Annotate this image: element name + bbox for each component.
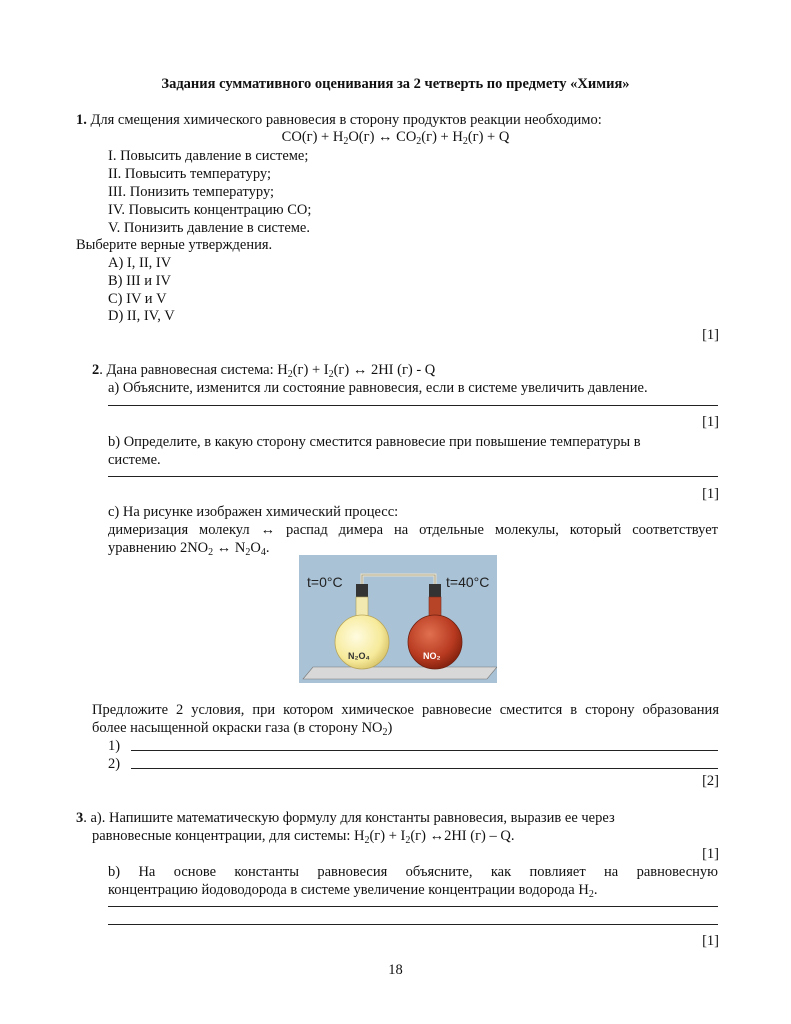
q2c-answer-line-1[interactable] <box>131 750 718 751</box>
q1-header <box>76 111 602 129</box>
q3b-answer-line-1[interactable] <box>108 906 718 907</box>
page-number: 18 <box>388 962 403 978</box>
q2a-mark: [1] <box>702 414 719 430</box>
q1-text: Для смещения химического равновесия в сторону продуктов реакции необходимо: <box>90 112 602 128</box>
q1-statement: IV. Повысить концентрацию CO; <box>108 202 312 218</box>
right-stopper <box>429 584 441 597</box>
page-title: Задания суммативного оценивания за 2 четверть по предмету «Химия» <box>161 76 630 92</box>
q1-statement: III. Понизить температуру; <box>108 184 275 200</box>
left-flask-label: N₂O₄ <box>348 651 370 661</box>
q2-number: 2 <box>92 362 100 378</box>
q1-prompt: Выберите верные утверждения. <box>76 237 273 253</box>
q3b-text-line1: b) На основе константы равновесия объясните, как повлияет на равновесную <box>108 864 718 880</box>
q3a-mark: [1] <box>702 846 719 862</box>
q3-header: 3. a). Напишите математическую формулу для константы равновесия, выразив ее через <box>76 810 615 826</box>
q1-option-c[interactable]: C) IV и V <box>108 291 167 307</box>
q2-header: 2. Дана равновесная система: $H_2(г) + I_2(г)$ ↔ 2HI (г) - Q <box>92 362 436 380</box>
q3a-text-line2: равновесные концентрации, для системы: $H_2(г) + I_2(г)$ ↔2HI (г) – Q. <box>92 828 515 846</box>
q2c-mark: [2] <box>702 773 719 789</box>
q2c-text-line5: более насыщенной окраски газа (в сторону $NO_2$) <box>92 720 393 738</box>
figure-table <box>303 667 497 679</box>
q1-equation: $CO(г) + H_2O(г)$ ↔ $CO_2(г) + H_2(г) + Q$ <box>281 129 510 147</box>
q2c-text-line1: c) На рисунке изображен химический процесс: <box>108 504 399 520</box>
q2b-answer-line[interactable] <box>108 476 718 477</box>
q2a-answer-line[interactable] <box>108 405 718 406</box>
q2b-text-line1: b) Определите, в какую сторону сместится равновесие при повышение температуры в <box>108 434 641 450</box>
q2c-answer-line-2[interactable] <box>131 768 718 769</box>
q2c-text-line3: уравнению $2NO_2$ ↔ $N_2O_4$. <box>108 540 270 558</box>
q1-option-b[interactable]: B) III и IV <box>108 273 171 289</box>
q2c-text-line4: Предложите 2 условия, при котором химическое равновесие сместится в сторону образования <box>92 702 719 718</box>
q2b-mark: [1] <box>702 486 719 502</box>
right-flask-label: NO₂ <box>423 651 441 661</box>
q1-mark: [1] <box>702 327 719 343</box>
right-temperature-label: t=40°C <box>446 574 490 590</box>
q1-statement: II. Повысить температуру; <box>108 166 271 182</box>
q3-number: 3 <box>76 810 84 826</box>
q2b-text-line2: системе. <box>108 452 161 468</box>
q2c-text-line2: димеризация молекул ↔ распад димера на отдельные молекулы, который соответствует <box>108 522 718 538</box>
q2a-text: a) Объясните, изменится ли состояние равновесия, если в системе увеличить давление. <box>108 380 648 396</box>
q1-option-d[interactable]: D) II, IV, V <box>108 308 175 324</box>
q1-statement: V. Понизить давление в системе. <box>108 220 310 236</box>
left-temperature-label: t=0°C <box>307 574 343 590</box>
q2c-blank2-label: 2) <box>108 756 121 772</box>
q3b-mark: [1] <box>702 933 719 949</box>
q3b-answer-line-2[interactable] <box>108 924 718 925</box>
q1-option-a[interactable]: A) I, II, IV <box>108 255 172 271</box>
left-stopper <box>356 584 368 597</box>
q1-number: 1. <box>76 112 87 128</box>
q1-statement: I. Повысить давление в системе; <box>108 148 309 164</box>
q3b-text-line2: концентрацию йодоводорода в системе увеличение концентрации водорода $H_2$. <box>108 882 598 900</box>
q2c-blank1-label: 1) <box>108 738 121 754</box>
